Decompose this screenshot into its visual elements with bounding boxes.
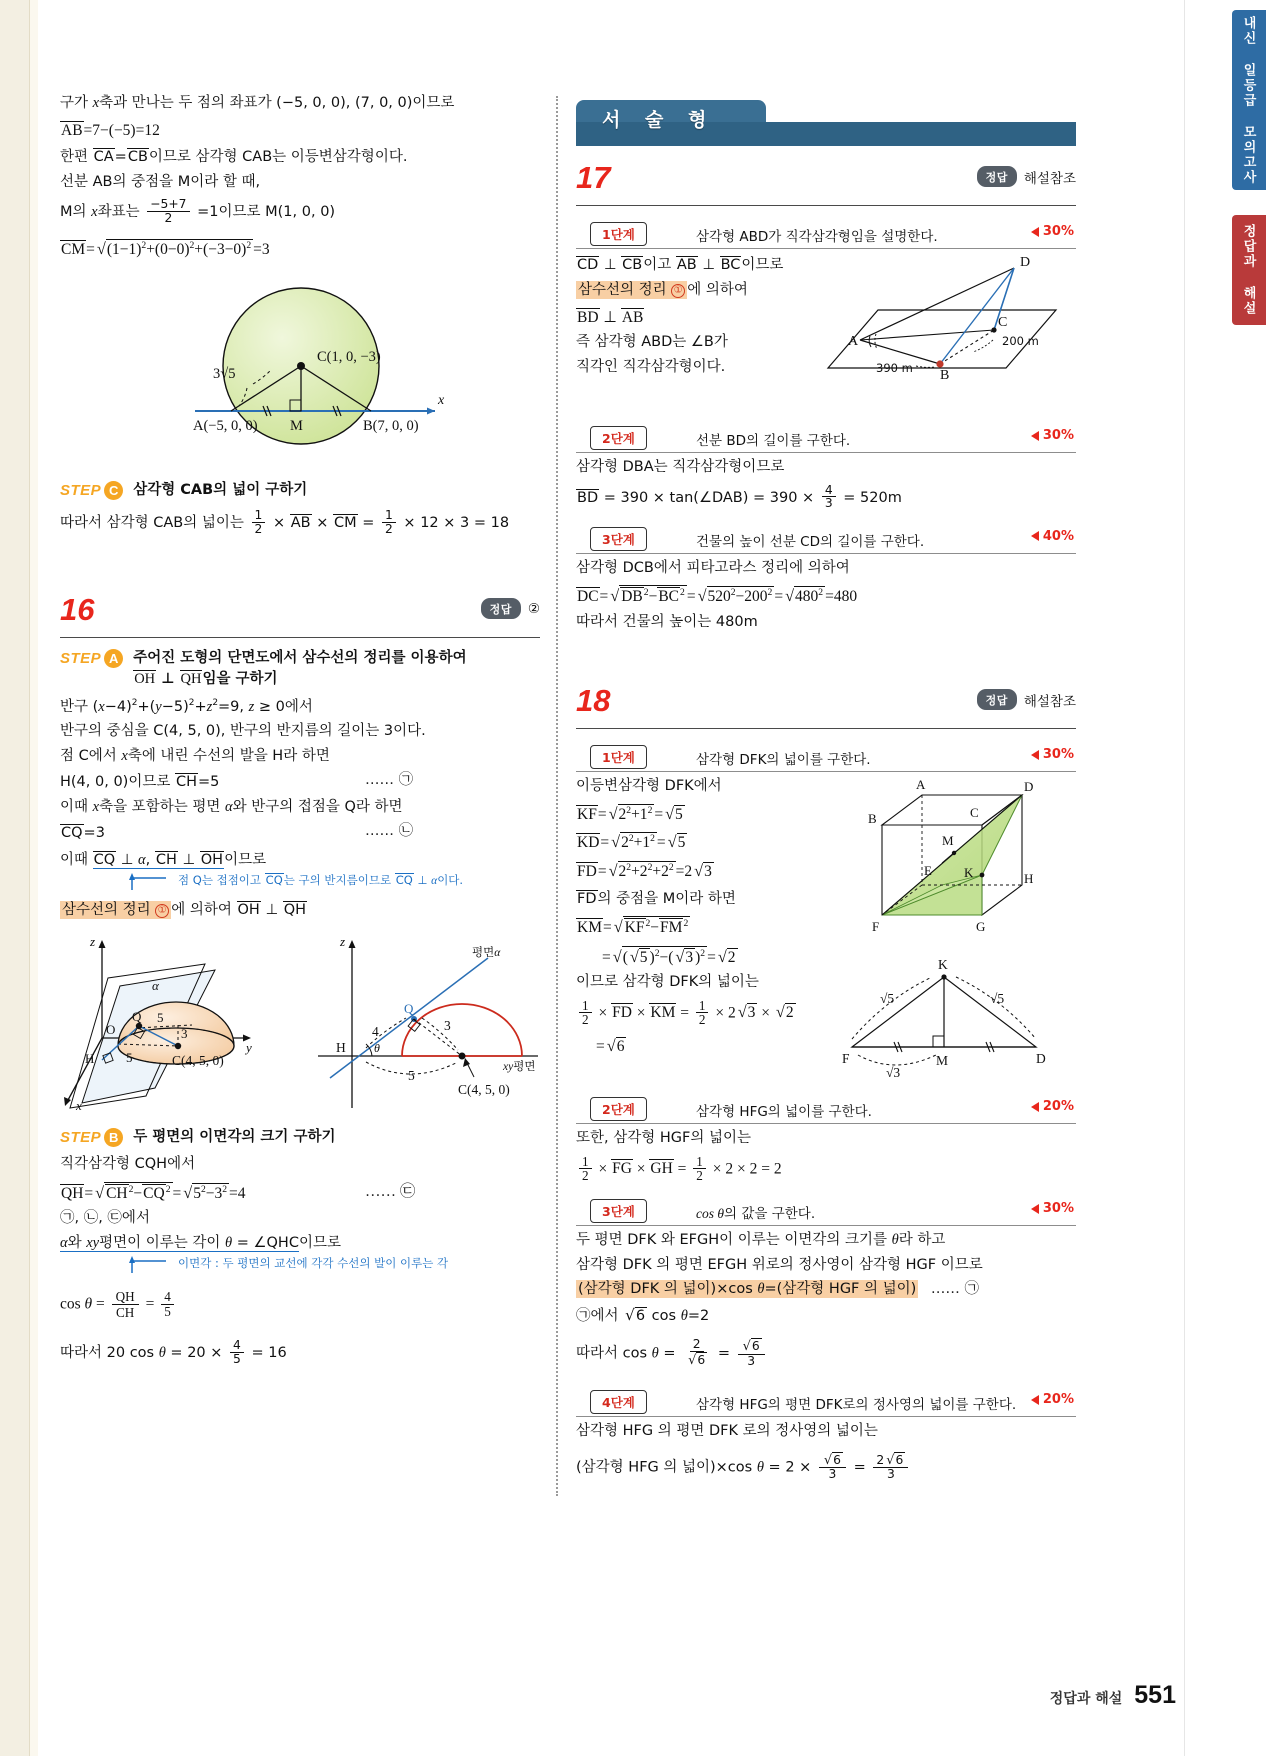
side-tab-mock-exam[interactable] [1232,10,1266,190]
stage-percent [1031,428,1074,443]
page-footer [1050,1681,1176,1710]
svg-text:θ: θ [374,1041,380,1056]
svg-text:Q: Q [404,1001,414,1017]
svg-text:5: 5 [408,1068,415,1084]
svg-text:5: 5 [126,1050,133,1066]
ref-mark: …… ㉢ [365,1182,416,1200]
problem-number: 16 [60,592,95,628]
text-line: 따라서 건물의 높이는 480m [576,613,758,630]
text-line: $KD= √2^2+1^2 = √5$ [577,833,686,852]
step-title [133,648,466,689]
answer-chip: 정답 [481,598,521,619]
text-line: 이등변삼각형 DFK에서 [576,778,722,795]
side-tab-column [1184,0,1280,1756]
theorem-name: 삼수선의 정리 [62,902,151,919]
text-line: FD의 중점을 M이라 하면 [577,890,736,907]
figure-building-plane-3d [798,248,1068,413]
right-column [576,100,1076,1491]
stage-badge: 3단계 [590,527,647,551]
text-line: 선분 AB의 중점을 M이라 할 때, [60,173,261,190]
svg-text:√5: √5 [990,991,1005,1007]
step-title: 삼각형 CAB의 넓이 구하기 [133,481,308,498]
stage-rule [576,1416,1076,1417]
theorem-highlight [576,281,687,299]
header-rule [60,637,540,638]
page-left-margin-band-inner [30,0,38,1756]
stage-rule [576,1225,1076,1226]
footer-label: 정답과 해설 [1049,1691,1123,1707]
svg-text:H: H [85,1051,95,1067]
stage-percent-value: 40% [1042,528,1074,544]
svg-text:α: α [152,978,159,994]
stage-percent-value: 20% [1042,1099,1074,1115]
text-line: 삼각형 HFG 의 평면 DFK 로의 정사영의 넓이는 [576,1423,878,1440]
problem-number: 17 [576,160,611,195]
theorem-circle-1: ① [155,904,169,918]
stage-rule [576,452,1076,453]
text-line: H(4, 0, 0)이므로 CH=5 …… ㉠ [60,772,414,791]
svg-text:4: 4 [372,1024,379,1040]
stage-rule [576,771,1076,772]
text-line: $CM= √(1-1)^2+(0-0)^2+(-3-0)^2 =3$ [61,240,270,259]
text-line: = √( √5 )$^2$−( √3 )$^2$ = √2 [602,947,736,966]
text-line: 한편 CA=CB이므로 삼각형 CAB는 이등변삼각형이다. [60,149,408,165]
text-line: $\frac{1}{2}$ × FG × GH = $\frac{1}{2}$ × 2 × 2 = 2 [576,1156,1076,1184]
stage-percent [1031,1392,1074,1407]
svg-text:D: D [1020,255,1031,270]
svg-text:M: M [290,417,303,434]
stage-rule [576,553,1076,554]
svg-text:M: M [942,833,954,849]
stage-percent-value: 30% [1042,224,1074,239]
text-line: 반구 $(x-4)^2+(y-5)^2+z^2=9$, z ≥ 0에서 [60,697,313,715]
stage-badge: 1단계 [590,222,647,246]
stage-rule [576,1123,1076,1124]
svg-text:xy평면: xy평면 [503,1059,536,1074]
header-rule [576,728,1076,729]
callout-note-2 [60,1254,540,1272]
svg-text:3: 3 [444,1018,451,1034]
stage-badge: 3단계 [590,1199,647,1223]
formula-highlight: (삼각형 DFK 의 넓이)×cos θ=(삼각형 HGF 의 넓이) [578,1281,917,1298]
answer-chip: 정답 [977,689,1017,710]
left-column [60,96,540,1376]
stage-row-4 [576,1390,1076,1414]
text-line: 삼각형 DCB에서 피타고라스 정리에 의하여 [576,559,850,576]
svg-text:x: x [438,392,445,408]
callout-note [60,871,540,889]
svg-text:B: B [868,811,877,827]
text-line [576,1282,1076,1297]
figure-hemisphere-3d [60,928,310,1123]
figure-cube-section-3d [824,773,1064,948]
stage-row-3 [576,1199,1076,1223]
answer-chip: 정답 [977,166,1017,187]
svg-text:C(4, 5, 0): C(4, 5, 0) [458,1082,510,1098]
svg-text:A: A [916,777,926,793]
step-letter: C [104,481,123,500]
text-line: AB=7−(−5)=12 [61,121,160,139]
stage-percent [1031,747,1074,762]
theorem-line: 삼수선의 정리 ① 에 의하여 [578,281,748,298]
svg-text:√3: √3 [886,1065,901,1081]
footer-page-number: 551 [1134,1681,1176,1709]
column-divider [556,96,558,1496]
step-badge [60,648,123,668]
text-line: BD ⊥ AB [577,308,644,326]
stage-label: 선분 BD의 길이를 구한다. [696,433,851,449]
text-line: 따라서 삼각형 CAB의 넓이는 $\frac{1}{2}$ × AB × CM = $\frac{1}{2}$ × 12 × 3 = 18 [60,508,510,536]
step-letter: B [104,1128,123,1147]
svg-text:A(−5, 0, 0): A(−5, 0, 0) [193,417,258,434]
svg-text:√5: √5 [880,991,895,1007]
text-line: BD = 390 × tan(∠DAB) = 390 × $\frac{4}{3}$ = 520m [577,482,902,511]
theorem-circle-1: ① [671,284,685,298]
stage-label: cos θ의 값을 구한다. [696,1206,816,1223]
text-line: QH= √ $CH^2-CQ^2 = √5^2-3^2 =4$ …… ㉢ [61,1182,416,1202]
svg-text:y: y [246,1040,252,1056]
svg-text:3: 3 [181,1026,188,1042]
svg-text:C: C [970,805,979,821]
stage-badge: 4단계 [590,1390,647,1414]
svg-text:390 m: 390 m [876,361,913,375]
side-tab-answers[interactable] [1232,215,1266,325]
text-line: ㉠, ㉡, ㉢에서 [60,1210,150,1227]
step-word: STEP [60,650,102,668]
answer-area [977,689,1076,710]
step-a-row [60,648,540,689]
text-line: (삼각형 HFG 의 넓이)×cos θ = 2 × $\frac{√6}{3}$ = $\frac{2 √6}{3}$ [576,1453,1076,1482]
text-line: 삼각형 DFK 의 평면 EFGH 위로의 정사영이 삼각형 HGF 이므로 [576,1256,983,1273]
text-line: 반구의 중심을 C(4, 5, 0), 반구의 반지름의 길이는 3이다. [60,723,426,740]
text-line: 두 평면 DFK 와 EFGH이 이루는 이면각의 크기를 θ라 하고 [576,1232,946,1249]
svg-text:H: H [1024,871,1034,887]
step-letter: A [104,649,123,668]
text-line: 즉 삼각형 ABD는 ∠B가 [576,334,728,350]
stage-percent [1031,1201,1074,1216]
theorem-highlight [60,901,171,919]
text-line: DC= √ $DB^2-BC^2 = √520^2-200^2 = √480^2 =480$ [577,586,858,606]
svg-text:z: z [340,934,346,950]
stage-row-1 [576,745,1076,769]
step-title: 두 평면의 이면각의 크기 구하기 [133,1129,336,1146]
stage-row-3 [576,527,1076,551]
text-line: CD ⊥ CB이고 AB ⊥ BC이므로 [577,257,784,273]
stage-row-2 [576,426,1076,450]
step-title-line1: 주어진 도형의 단면도에서 삼수선의 정리를 이용하여 [133,650,467,667]
stage-percent [1031,224,1074,239]
svg-text:M: M [936,1053,949,1069]
svg-text:F: F [872,919,880,935]
stage-percent [1031,529,1074,544]
svg-text:x: x [76,1098,82,1114]
stage-row-2 [576,1097,1076,1121]
svg-text:C: C [998,315,1008,330]
answer-area [481,598,540,619]
problem-17-header [576,162,1076,206]
stage-badge: 1단계 [590,745,647,769]
step-word: STEP [60,1129,102,1147]
ref-mark: …… ㉡ [365,823,414,840]
text-line: $\frac{1}{2}$ × FD × KM = $\frac{1}{2}$ × 2 √3 × √2 [576,1000,806,1028]
stage-label: 삼각형 HFG의 평면 DFK로의 정사영의 넓이를 구한다. [696,1397,1017,1414]
svg-text:B(7, 0, 0): B(7, 0, 0) [363,417,419,434]
figure-sphere-cross-section [60,266,540,466]
figure-hemisphere-cross-section [310,928,545,1123]
side-tab-label: 내신 일등급 모의고사 [1241,15,1257,185]
problem-18-header [576,685,1076,729]
text-line: 따라서 cos θ = $\frac{2}{√6}$ = $\frac{√6}{3}$ [576,1339,1076,1368]
svg-text:D: D [1024,779,1034,795]
svg-text:K: K [938,957,948,973]
svg-text:C(4, 5, 0): C(4, 5, 0) [172,1053,224,1069]
text-line: 이때 x축을 포함하는 평면 α와 반구의 접점을 Q라 하면 [60,798,403,815]
text-line: = √6 [596,1037,625,1056]
stage-label: 삼각형 HFG의 넓이를 구한다. [696,1104,872,1121]
answer-value: ② [527,600,540,617]
svg-text:G: G [976,919,986,935]
essay-section-banner [576,100,1076,146]
callout-text: 이면각 : 두 평면의 교선에 각각 수선의 발이 이루는 각 [178,1256,449,1271]
theorem-name: 삼수선의 정리 [578,281,667,298]
problem15-continuation [60,96,540,536]
svg-text:200 m: 200 m [1002,334,1039,348]
step-badge [60,1127,123,1147]
stage-row-1 [576,222,1076,246]
header-rule [576,205,1076,206]
text-line: $KF= √2^2+1^2 = √5$ [577,804,683,823]
text-line: 직각인 직각삼각형이다. [576,358,726,375]
stage-percent-value: 30% [1042,428,1074,443]
svg-text:Q: Q [132,1009,142,1025]
step-b-row [60,1127,540,1147]
step-c-row [60,480,540,500]
step-title-line2: OH ⊥ QH임을 구하기 [134,670,278,687]
text-line: α와 xy평면이 이루는 각이 θ = ∠QHC이므로 [60,1234,341,1251]
stage-label: 건물의 높이 선분 CD의 길이를 구한다. [696,533,925,550]
problem-number: 18 [576,683,611,719]
svg-text:평면α: 평면α [472,945,501,960]
text-line: cos θ = $\frac{QH}{CH}$ = $\frac{4}{5}$ [60,1290,540,1320]
text-line: 구가 x축과 만나는 두 점의 좌표가 (−5, 0, 0), (7, 0, 0)이므로 [60,95,455,111]
svg-text:H: H [336,1040,346,1056]
ref-mark: …… ㉠ [930,1281,980,1298]
svg-text:z: z [90,934,96,950]
figure-isosceles-triangle-dfk [824,947,1064,1087]
stage-label: 삼각형 DFK의 넓이를 구한다. [696,752,871,769]
side-tab-label: 정답과 해설 [1241,224,1257,316]
svg-text:C(1, 0, −3): C(1, 0, −3) [317,348,381,365]
stage-badge: 2단계 [590,426,647,450]
text-line: ㉠에서 √6 cos θ=2 [576,1305,710,1324]
callout-text: 점 Q는 접점이고 CQ는 구의 반지름이므로 CQ ⊥ α이다. [178,873,464,888]
answer-value: 해설참조 [1023,170,1076,187]
step-badge [60,480,123,500]
svg-text:A: A [848,334,859,349]
text-line: $FD= √2^2+2^2+2^2 =2$ √3 [577,861,712,881]
stage-label: 삼각형 ABD가 직각삼각형임을 설명한다. [696,229,938,245]
text-line: 이므로 삼각형 DFK의 넓이는 [576,974,759,991]
svg-text:D: D [1036,1051,1046,1067]
text-line: 직각삼각형 CQH에서 [60,1156,196,1173]
figure-pair-problem16 [60,928,540,1123]
text-line: 따라서 20 cos θ = 20 × $\frac{4}{5}$ = 16 [60,1338,287,1366]
answer-value: 해설참조 [1023,693,1076,710]
stage-percent-value: 30% [1042,747,1074,763]
stage-percent-value: 20% [1042,1392,1074,1408]
problem-16-header [60,594,540,638]
stage-percent-value: 30% [1042,1201,1074,1217]
svg-text:F: F [842,1051,850,1067]
text-line: CQ=3 …… ㉡ [61,823,414,842]
answer-area [977,166,1076,187]
ref-mark: …… ㉠ [365,772,414,789]
text-line: 점 C에서 x축에 내린 수선의 발을 H라 하면 [60,747,330,764]
page-left-margin-band [0,0,30,1756]
svg-text:K: K [964,865,974,881]
stage-badge: 2단계 [590,1097,647,1121]
svg-text:5: 5 [157,1010,164,1026]
text-line: KM= √ $KF^2-FM^2$ [577,917,689,937]
banner-title: 서 술 형 [602,109,716,131]
svg-text:B: B [940,368,950,383]
text-line: 또한, 삼각형 HGF의 넓이는 [576,1130,751,1147]
text-line: 이때 CQ ⊥ α, CH ⊥ OH이므로 [60,851,267,868]
svg-text:O: O [106,1022,116,1038]
text-line: 삼각형 DBA는 직각삼각형이므로 [576,459,785,475]
text-line: M의 x좌표는 $\frac{-5+7}{2}$ =1이므로 M(1, 0, 0) [60,197,336,225]
step-word: STEP [60,481,102,499]
svg-text:E: E [924,863,932,879]
theorem-line: 삼수선의 정리 ① 에 의하여 OH ⊥ QH [62,902,307,919]
svg-text:3√5: 3√5 [213,365,236,382]
stage-percent [1031,1099,1074,1114]
